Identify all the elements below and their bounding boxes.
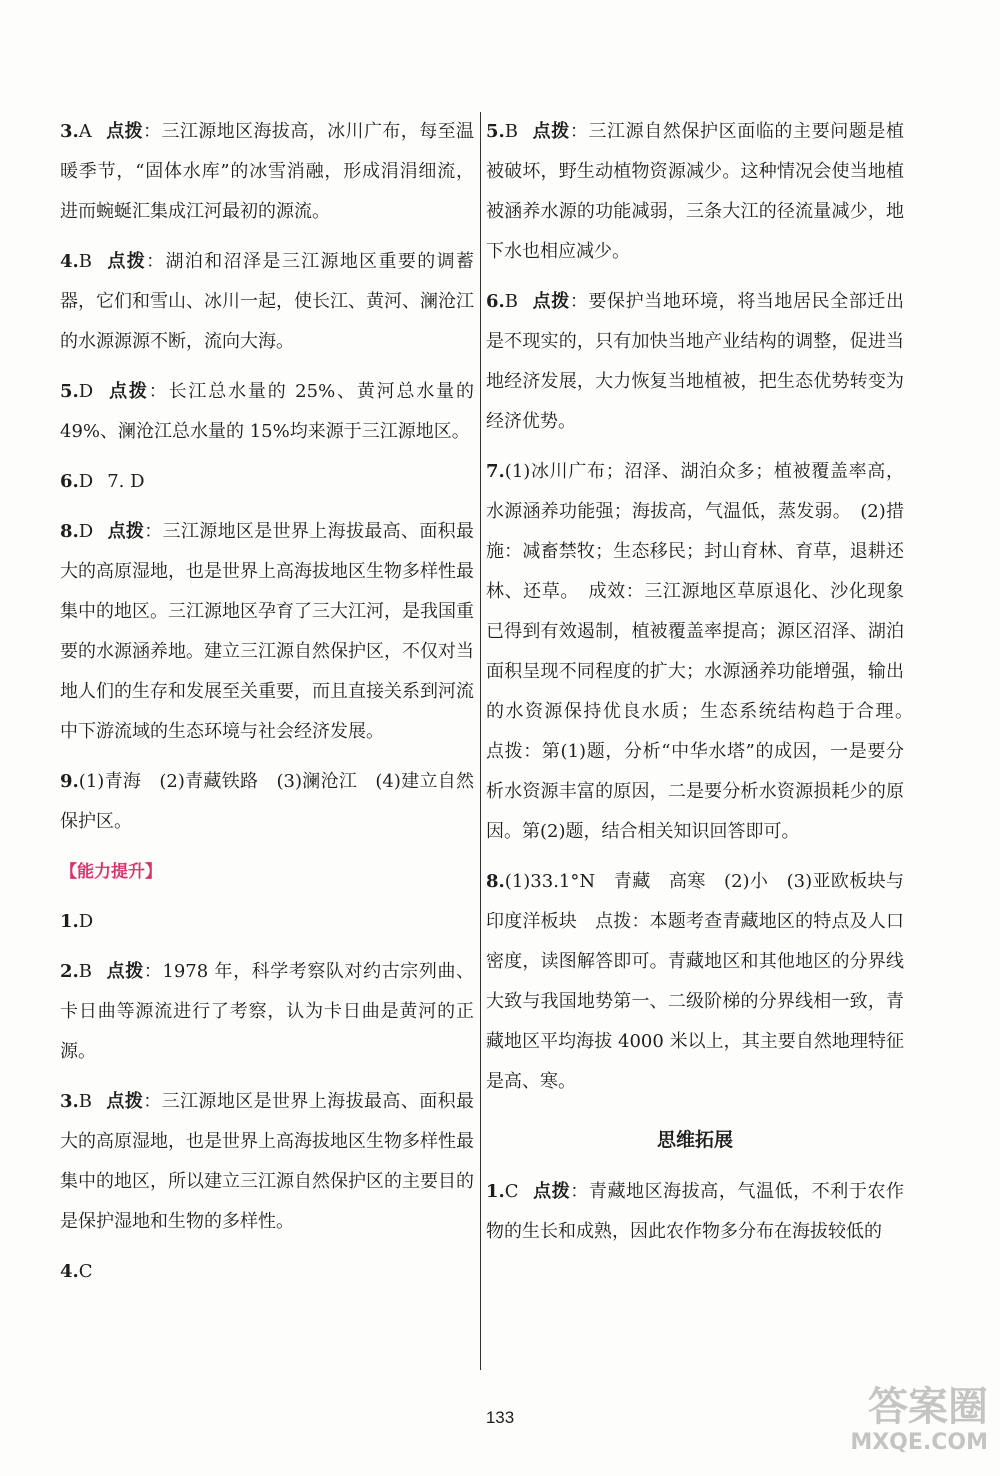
answer-item: [486, 862, 904, 1102]
answer-choice: C: [504, 1181, 519, 1202]
watermark-site: MXQE.COM: [850, 1430, 988, 1455]
answer-item: [60, 1252, 474, 1292]
answer-item: [486, 452, 922, 852]
answer-item: 4.B 点拨：湖泊和沼泽是三江源地区重要的调蓄器，它们和雪山、冰川一起，使长江、黄河、澜沧江的水源源源不断，流向大海。: [60, 251, 475, 352]
column-divider: [480, 112, 481, 1370]
answer-choice: D: [78, 911, 94, 932]
answer-item: 3.A 点拨：三江源地区海拔高，冰川广布，每至温暖季节，“固体水库”的冰雪消融，形成涓涓细流，进而蜿蜒汇集成江河最初的源流。: [60, 121, 475, 222]
answer-item: [60, 762, 474, 842]
question-number: 6.: [60, 471, 79, 492]
answer-choice: B: [78, 961, 93, 982]
tip-label: 点拨: [105, 121, 144, 142]
answer-text: (1)33.1°N 青藏 高寒 (2)小 (3)亚欧板块与印度洋板块 点拨：本题考查青藏地区的特点及人口密度，读图解答即可。青藏地区和其他地区的分界线大致与我国地势第一、二级阶梯的分界线相一致，青藏地区平均海拔 4000 米以上，其主要自然地理特征是高、寒。: [486, 871, 904, 1092]
tip-label: 点拨: [532, 1181, 571, 1202]
question-number: 1.: [486, 1181, 505, 1202]
answer-text: 1978 年，科学考察队对约古宗列曲、卡日曲等源流进行了考察，认为卡日曲是黄河的正源。: [60, 961, 475, 1062]
tip-label: 点拨: [106, 251, 147, 272]
tip-label: 点拨: [532, 121, 570, 142]
answer-item: 2.B 点拨：1978 年，科学考察队对约古宗列曲、卡日曲等源流进行了考察，认为卡日曲是黄河的正源。: [60, 961, 475, 1062]
answer-item: 3.B 点拨：三江源地区是世界上海拔最高、面积最大的高原湿地，也是世界上高海拔地区生物多样性最集中的地区，所以建立三江源自然保护区的主要目的是保护湿地和生物的多样性。: [60, 1091, 475, 1232]
answer-item: [60, 462, 474, 502]
left-answer-list: [60, 112, 474, 842]
answer-choice: B: [504, 121, 519, 142]
answer-text: (1)青海 (2)青藏铁路 (3)澜沧江 (4)建立自然保护区。: [60, 771, 474, 832]
left-answer-list-2: [60, 902, 474, 1292]
tip-label: 点拨: [106, 1091, 144, 1112]
answer-item: 6.B 点拨：要保护当地环境，将当地居民全部迁出是不现实的，只有加快当地产业结构的调整，促进当地经济发展，大力恢复当地植被，把生态优势转变为经济优势。: [486, 291, 905, 432]
question-number: 8.: [486, 871, 505, 892]
answer-item: 5.D 点拨：长江总水量的 25%、黄河总水量的 49%、澜沧江总水量的 15%均来源于三江源地区。: [60, 381, 475, 442]
answer-item: 8.D 点拨：三江源地区是世界上海拔最高、面积最大的高原湿地，也是世界上高海拔地区生物多样性最集中的地区。三江源地区孕育了三大江河，是我国重要的水源涵养地。建立三江源自然保护区，不仅对当地人们的生存和发展至关重要，而且直接关系到河流中下游流域的生态环境与社会经济发展。: [60, 521, 475, 742]
answer-choice: B: [78, 1091, 93, 1112]
question-number: 1.: [60, 911, 79, 932]
watermark-logo: [838, 1384, 988, 1468]
tip-label: 点拨: [107, 381, 149, 402]
answer-text: 三江源地区是世界上海拔最高、面积最大的高原湿地，也是世界上高海拔地区生物多样性最集中的地区。三江源地区孕育了三大江河，是我国重要的水源涵养地。建立三江源自然保护区，不仅对当地人们的生存和发展至关重要，而且直接关系到河流中下游流域的生态环境与社会经济发展。: [60, 521, 475, 742]
tip-label: 点拨: [532, 291, 570, 312]
question-number: 4.: [60, 1261, 79, 1282]
answer-text: 湖泊和沼泽是三江源地区重要的调蓄器，它们和雪山、冰川一起，使长江、黄河、澜沧江的水源源源不断，流向大海。: [60, 251, 475, 352]
answer-text: 三江源地区海拔高，冰川广布，每至温暖季节，“固体水库”的冰雪消融，形成涓涓细流，进而蜿蜒汇集成江河最初的源流。: [60, 121, 475, 222]
answer-choice: B: [78, 251, 93, 272]
answer-text: (1)冰川广布；沼泽、湖泊众多；植被覆盖率高，水源涵养功能强；海拔高，气温低，蒸发弱。 (2)措施：减畜禁牧；生态移民；封山育林、育草，退耕还林、还草。 成效：三江源地区草原退化、沙化现象已得到有效遏制，植被覆盖率提高；源区沼泽、湖泊面积呈现不同程度的扩大；水源涵养功能增强，输出的水资源保持优良水质；生态系统结构趋于合理。 点拨：第(1)题，分析“中华水塔”的成因，一是要分析水资源丰富的原因，二是要分析水资源损耗少的原因。第(2)题，结合相关知识回答即可。: [486, 461, 922, 842]
answer-item: [60, 902, 474, 942]
page-number: 133: [485, 1408, 515, 1427]
section-title-thinking: 思维拓展: [656, 1129, 733, 1151]
question-number: 2.: [60, 961, 79, 982]
tip-label: 点拨: [106, 961, 144, 982]
watermark-text: 答案圈: [868, 1384, 988, 1430]
right-answer-list: [486, 112, 922, 1102]
question-number: 6.: [486, 291, 505, 312]
answer-choice: B: [504, 291, 519, 312]
right-answer-list-2: [486, 1172, 904, 1252]
answer-text: 要保护当地环境，将当地居民全部迁出是不现实的，只有加快当地产业结构的调整，促进当地经济发展，大力恢复当地植被，把生态优势转变为经济优势。: [486, 291, 905, 432]
section-label-ability: 【能力提升】: [60, 862, 162, 882]
question-number: 3.: [60, 121, 79, 142]
answer-choice: D: [78, 521, 94, 542]
answer-text: 三江源自然保护区面临的主要问题是植被破坏，野生动植物资源减少。这种情况会使当地植被涵养水源的功能减弱，三条大江的径流量减少，地下水也相应减少。: [486, 121, 905, 262]
question-number: 9.: [60, 771, 79, 792]
question-number: 4.: [60, 251, 79, 272]
question-number: 3.: [60, 1091, 79, 1112]
answer-text: 三江源地区是世界上海拔最高、面积最大的高原湿地，也是世界上高海拔地区生物多样性最集中的地区，所以建立三江源自然保护区的主要目的是保护湿地和生物的多样性。: [60, 1091, 475, 1232]
right-column: [486, 112, 922, 1262]
question-number: 5.: [60, 381, 79, 402]
question-number: 5.: [486, 121, 505, 142]
answer-item: 5.B 点拨：三江源自然保护区面临的主要问题是植被破坏，野生动植物资源减少。这种情况会使当地植被涵养水源的功能减弱，三条大江的径流量减少，地下水也相应减少。: [486, 121, 905, 262]
answer-text: 7. D: [107, 471, 145, 492]
answer-text: 青藏地区海拔高，气温低，不利于农作物的生长和成熟，因此农作物多分布在海拔较低的: [486, 1181, 905, 1242]
answer-choice: D: [78, 381, 94, 402]
answer-choice: A: [78, 121, 92, 142]
answer-text: 长江总水量的 25%、黄河总水量的 49%、澜沧江总水量的 15%均来源于三江源地区。: [60, 381, 475, 442]
answer-item: 1.C 点拨：青藏地区海拔高，气温低，不利于农作物的生长和成熟，因此农作物多分布在海拔较低的: [486, 1181, 905, 1242]
left-column: [60, 112, 474, 1302]
tip-label: 点拨: [107, 521, 145, 542]
question-number: 8.: [60, 521, 79, 542]
question-number: 7.: [486, 461, 505, 482]
answer-choice: C: [78, 1261, 93, 1282]
answer-choice: D: [78, 471, 94, 492]
